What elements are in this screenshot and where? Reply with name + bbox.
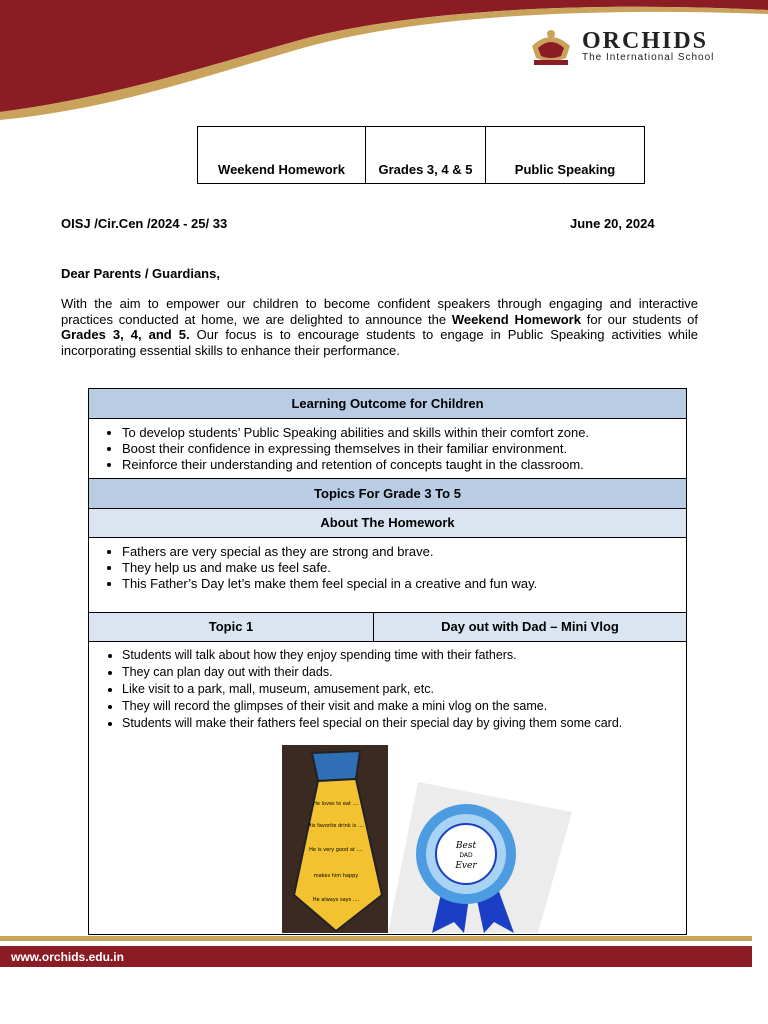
svg-text:His favorite drink is ....: His favorite drink is ....: [307, 823, 365, 829]
tag-homework: Weekend Homework: [198, 127, 366, 184]
topic-name: Day out with Dad – Mini Vlog: [441, 619, 619, 634]
crest-icon: [526, 24, 576, 68]
list-item: • They can plan day out with their dads.: [122, 664, 686, 681]
tag-grades: Grades 3, 4 & 5: [366, 127, 486, 184]
svg-text:DAD: DAD: [459, 852, 473, 859]
tie-card-photo: [282, 745, 388, 933]
topic-row: [89, 613, 686, 642]
list-item: • Boost their confidence in expressing themselves in their familiar environment.: [122, 441, 686, 457]
list-item: • They will record the glimpses of their visit and make a mini vlog on the same.: [122, 698, 686, 715]
topics-header: Topics For Grade 3 To 5: [89, 479, 686, 509]
svg-text:He always says ....: He always says ....: [312, 897, 360, 903]
circular-reference: OISJ /Cir.Cen /2024 - 25/ 33: [61, 216, 228, 231]
svg-text:He is very good at ....: He is very good at ....: [309, 847, 363, 853]
about-homework-header: About The Homework: [89, 509, 686, 538]
list-item: • Students will talk about how they enjoy spending time with their fathers.: [122, 647, 686, 664]
tag-subject: Public Speaking: [486, 127, 645, 184]
learning-outcome-header: Learning Outcome for Children: [89, 389, 686, 419]
logo-brand: ORCHIDS: [582, 28, 709, 54]
footer-website-link[interactable]: www.orchids.edu.in: [11, 950, 124, 964]
logo-tagline: The International School: [582, 52, 715, 63]
list-item: • Like visit to a park, mall, museum, amusement park, etc.: [122, 681, 686, 698]
circular-date: June 20, 2024: [570, 216, 655, 231]
svg-text:makes him happy: makes him happy: [313, 873, 359, 879]
list-item: • They help us and make us feel safe.: [122, 560, 686, 576]
school-logo: [526, 24, 741, 68]
list-item: • Reinforce their understanding and retention of concepts taught in the classroom.: [122, 457, 686, 473]
list-item: • To develop students’ Public Speaking abilities and skills within their comfort zone.: [122, 425, 686, 441]
tag-table: [197, 126, 645, 184]
greeting: Dear Parents / Guardians,: [61, 266, 220, 281]
svg-text:Ever: Ever: [455, 861, 477, 871]
list-item: • This Father’s Day let’s make them feel special in a creative and fun way.: [122, 576, 686, 592]
svg-text:He loves to eat ....: He loves to eat ....: [313, 801, 359, 807]
rosette-photo: [388, 782, 572, 933]
topic-label: Topic 1: [89, 613, 374, 641]
svg-text:Best: Best: [455, 841, 477, 851]
list-item: • Fathers are very special as they are strong and brave.: [122, 544, 686, 560]
learning-outcome-list: [89, 419, 686, 479]
about-homework-list: [89, 538, 686, 613]
intro-paragraph: With the aim to empower our children to become confident speakers through engaging and interactive practices conducted at home, we are delighted to announce the Weekend Homework for our students of Grades 3, 4, and 5. Our focus is to encourage students to engage in Public Speaking activities while incorporating essential skills to enhance their performance.: [61, 296, 698, 358]
list-item: • Students will make their fathers feel special on their special day by giving them some card.: [122, 715, 686, 732]
